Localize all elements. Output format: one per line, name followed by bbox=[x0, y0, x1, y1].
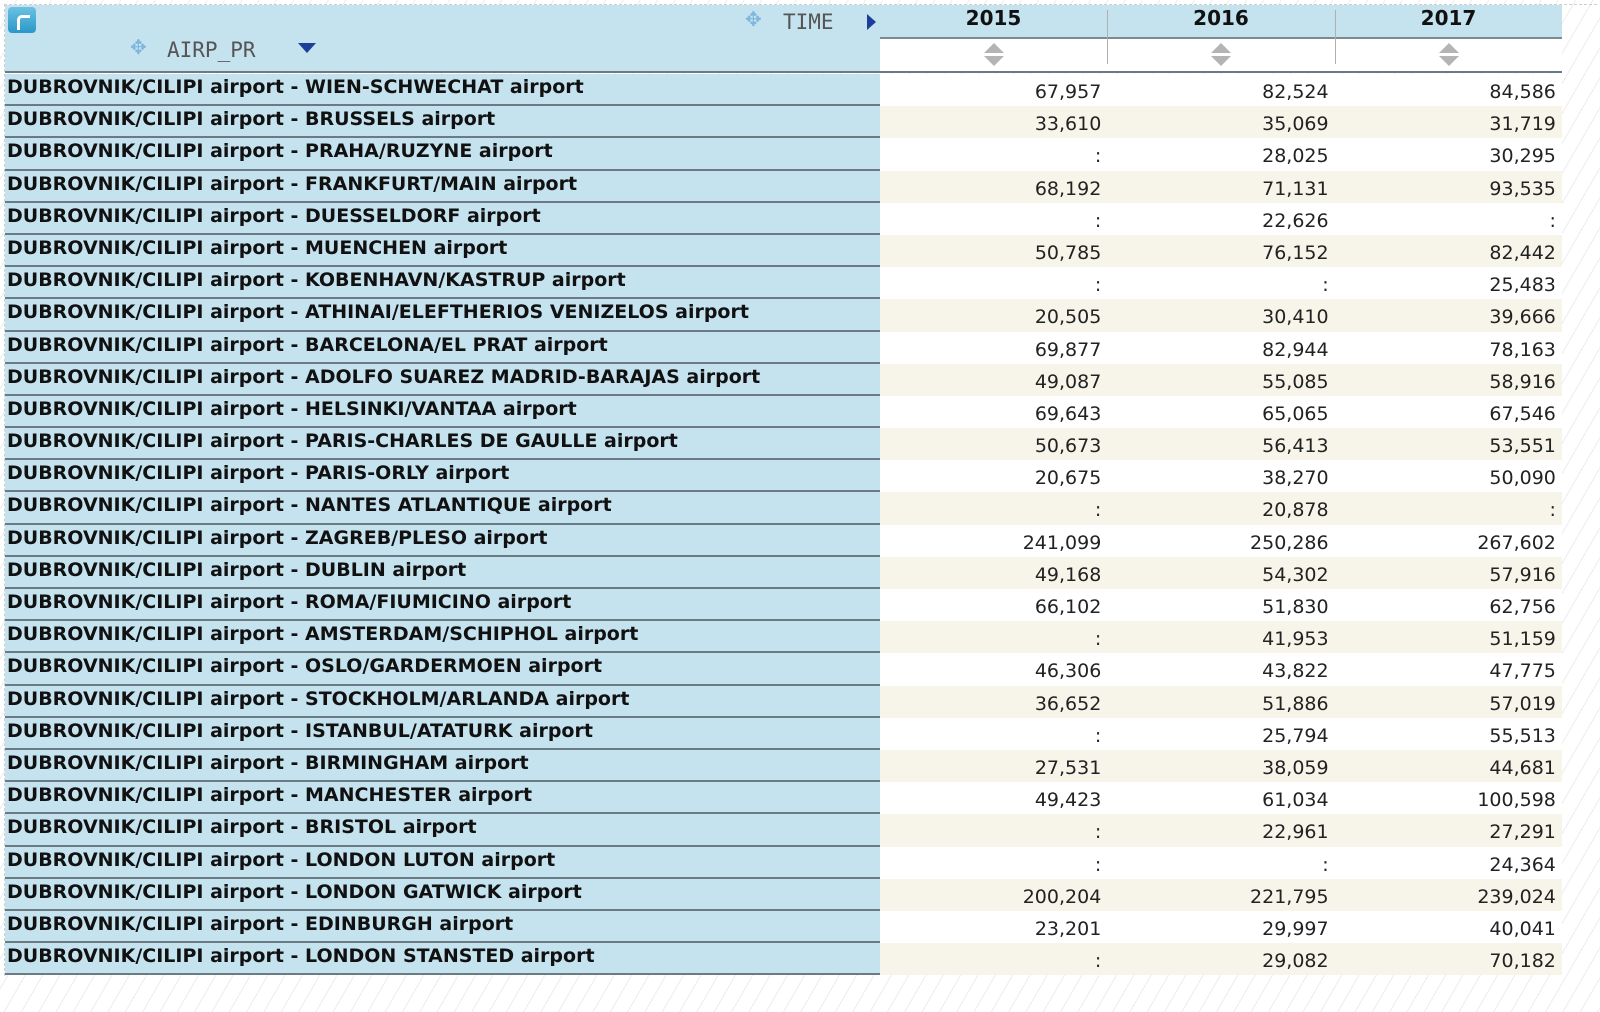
row-label[interactable]: DUBROVNIK/CILIPI airport - DUESSELDORF airport bbox=[5, 203, 880, 235]
value-cell-2015: : bbox=[880, 138, 1107, 170]
value-cell-2016: 25,794 bbox=[1107, 718, 1334, 750]
row-dimension-label[interactable]: AIRP_PR bbox=[167, 38, 256, 62]
value-cell-2015: 200,204 bbox=[880, 879, 1107, 911]
row-label[interactable]: DUBROVNIK/CILIPI airport - KOBENHAVN/KASTRUP airport bbox=[5, 267, 880, 299]
column-separator bbox=[1107, 10, 1108, 64]
table-row bbox=[5, 525, 1562, 557]
table-row bbox=[5, 364, 1562, 396]
value-cell-2015: 46,306 bbox=[880, 653, 1107, 685]
value-cell-2017: 78,163 bbox=[1335, 332, 1562, 364]
value-cell-2016: 43,822 bbox=[1107, 653, 1334, 685]
value-cell-2015: 50,785 bbox=[880, 235, 1107, 267]
value-cell-2015: : bbox=[880, 621, 1107, 653]
row-label[interactable]: DUBROVNIK/CILIPI airport - AMSTERDAM/SCHIPHOL airport bbox=[5, 621, 880, 653]
value-cell-2016: 71,131 bbox=[1107, 171, 1334, 203]
value-cell-2017: 51,159 bbox=[1335, 621, 1562, 653]
table-row bbox=[5, 428, 1562, 460]
row-label[interactable]: DUBROVNIK/CILIPI airport - ISTANBUL/ATATURK airport bbox=[5, 718, 880, 750]
value-cell-2016: 76,152 bbox=[1107, 235, 1334, 267]
value-cell-2015: 49,087 bbox=[880, 364, 1107, 396]
value-cell-2016: 221,795 bbox=[1107, 879, 1334, 911]
value-cell-2016: 82,524 bbox=[1107, 74, 1334, 106]
row-label[interactable]: DUBROVNIK/CILIPI airport - ATHINAI/ELEFTHERIOS VENIZELOS airport bbox=[5, 299, 880, 331]
table-row bbox=[5, 782, 1562, 814]
value-cell-2017: 31,719 bbox=[1335, 106, 1562, 138]
value-cell-2016: 35,069 bbox=[1107, 106, 1334, 138]
value-cell-2017: 27,291 bbox=[1335, 814, 1562, 846]
row-label[interactable]: DUBROVNIK/CILIPI airport - EDINBURGH airport bbox=[5, 911, 880, 943]
table-row bbox=[5, 718, 1562, 750]
chevron-right-icon[interactable] bbox=[867, 14, 876, 30]
table-row bbox=[5, 492, 1562, 524]
value-cell-2017: 24,364 bbox=[1335, 847, 1562, 879]
table-row bbox=[5, 74, 1562, 106]
value-cell-2016: 29,997 bbox=[1107, 911, 1334, 943]
row-label[interactable]: DUBROVNIK/CILIPI airport - NANTES ATLANTIQUE airport bbox=[5, 492, 880, 524]
value-cell-2017: 62,756 bbox=[1335, 589, 1562, 621]
row-label[interactable]: DUBROVNIK/CILIPI airport - BARCELONA/EL PRAT airport bbox=[5, 332, 880, 364]
table-row bbox=[5, 106, 1562, 138]
value-cell-2015: : bbox=[880, 847, 1107, 879]
value-cell-2015: 49,168 bbox=[880, 557, 1107, 589]
value-cell-2017: 267,602 bbox=[1335, 525, 1562, 557]
table-row bbox=[5, 332, 1562, 364]
value-cell-2017: 84,586 bbox=[1335, 74, 1562, 106]
row-label[interactable]: DUBROVNIK/CILIPI airport - LONDON GATWICK airport bbox=[5, 879, 880, 911]
column-separator bbox=[1335, 10, 1336, 64]
value-cell-2017: 39,666 bbox=[1335, 299, 1562, 331]
row-label[interactable]: DUBROVNIK/CILIPI airport - MUENCHEN airport bbox=[5, 235, 880, 267]
value-cell-2015: 68,192 bbox=[880, 171, 1107, 203]
year-header-2015: 2015 bbox=[880, 5, 1107, 39]
value-cell-2015: 241,099 bbox=[880, 525, 1107, 557]
value-cell-2017: : bbox=[1335, 492, 1562, 524]
value-cell-2016: : bbox=[1107, 267, 1334, 299]
value-cell-2016: 51,830 bbox=[1107, 589, 1334, 621]
value-cell-2015: 67,957 bbox=[880, 74, 1107, 106]
value-cell-2016: 54,302 bbox=[1107, 557, 1334, 589]
row-label[interactable]: DUBROVNIK/CILIPI airport - DUBLIN airport bbox=[5, 557, 880, 589]
row-label[interactable]: DUBROVNIK/CILIPI airport - STOCKHOLM/ARLANDA airport bbox=[5, 686, 880, 718]
table-row bbox=[5, 267, 1562, 299]
value-cell-2015: 27,531 bbox=[880, 750, 1107, 782]
table-body bbox=[5, 74, 1562, 975]
row-label[interactable]: DUBROVNIK/CILIPI airport - BRISTOL airport bbox=[5, 814, 880, 846]
table-row bbox=[5, 203, 1562, 235]
row-label[interactable]: DUBROVNIK/CILIPI airport - PARIS-CHARLES DE GAULLE airport bbox=[5, 428, 880, 460]
table-row bbox=[5, 750, 1562, 782]
value-cell-2016: 20,878 bbox=[1107, 492, 1334, 524]
value-cell-2015: 33,610 bbox=[880, 106, 1107, 138]
year-header-2017: 2017 bbox=[1335, 5, 1562, 39]
table-row bbox=[5, 847, 1562, 879]
row-label[interactable]: DUBROVNIK/CILIPI airport - ROMA/FIUMICINO airport bbox=[5, 589, 880, 621]
table-row bbox=[5, 943, 1562, 975]
value-cell-2015: 69,877 bbox=[880, 332, 1107, 364]
row-label[interactable]: DUBROVNIK/CILIPI airport - LONDON LUTON airport bbox=[5, 847, 880, 879]
table-row bbox=[5, 621, 1562, 653]
value-cell-2015: 50,673 bbox=[880, 428, 1107, 460]
value-cell-2017: 82,442 bbox=[1335, 235, 1562, 267]
sort-cell-2016 bbox=[1107, 39, 1335, 73]
table-row bbox=[5, 171, 1562, 203]
row-label[interactable]: DUBROVNIK/CILIPI airport - WIEN-SCHWECHAT airport bbox=[5, 74, 880, 106]
row-label[interactable]: DUBROVNIK/CILIPI airport - ADOLFO SUAREZ MADRID-BARAJAS airport bbox=[5, 364, 880, 396]
table-row bbox=[5, 814, 1562, 846]
value-cell-2017: 25,483 bbox=[1335, 267, 1562, 299]
table-row bbox=[5, 396, 1562, 428]
value-cell-2017: 57,916 bbox=[1335, 557, 1562, 589]
value-cell-2015: 69,643 bbox=[880, 396, 1107, 428]
row-label[interactable]: DUBROVNIK/CILIPI airport - HELSINKI/VANTAA airport bbox=[5, 396, 880, 428]
col-dimension-label[interactable]: TIME bbox=[783, 10, 834, 34]
value-cell-2017: 47,775 bbox=[1335, 653, 1562, 685]
value-cell-2017: 100,598 bbox=[1335, 782, 1562, 814]
value-cell-2017: 67,546 bbox=[1335, 396, 1562, 428]
value-cell-2017: 58,916 bbox=[1335, 364, 1562, 396]
value-cell-2015: 23,201 bbox=[880, 911, 1107, 943]
table-row bbox=[5, 299, 1562, 331]
table-row bbox=[5, 589, 1562, 621]
move-icon[interactable]: ✥ bbox=[130, 35, 147, 59]
row-label[interactable]: DUBROVNIK/CILIPI airport - OSLO/GARDERMOEN airport bbox=[5, 653, 880, 685]
value-cell-2015: 20,505 bbox=[880, 299, 1107, 331]
value-cell-2016: 22,626 bbox=[1107, 203, 1334, 235]
value-cell-2016: 82,944 bbox=[1107, 332, 1334, 364]
value-cell-2016: 41,953 bbox=[1107, 621, 1334, 653]
table-row bbox=[5, 653, 1562, 685]
table-row bbox=[5, 911, 1562, 943]
value-cell-2015: 49,423 bbox=[880, 782, 1107, 814]
value-cell-2016: 61,034 bbox=[1107, 782, 1334, 814]
sort-cell-2015 bbox=[880, 39, 1107, 73]
value-cell-2016: 38,059 bbox=[1107, 750, 1334, 782]
table-row bbox=[5, 460, 1562, 492]
value-cell-2017: 30,295 bbox=[1335, 138, 1562, 170]
value-cell-2016: 22,961 bbox=[1107, 814, 1334, 846]
value-cell-2017: 55,513 bbox=[1335, 718, 1562, 750]
value-cell-2016: 65,065 bbox=[1107, 396, 1334, 428]
sort-icon[interactable] bbox=[1211, 43, 1231, 67]
row-label[interactable]: DUBROVNIK/CILIPI airport - ZAGREB/PLESO airport bbox=[5, 525, 880, 557]
value-cell-2015: : bbox=[880, 492, 1107, 524]
table-row bbox=[5, 686, 1562, 718]
value-cell-2015: 66,102 bbox=[880, 589, 1107, 621]
value-cell-2015: : bbox=[880, 943, 1107, 975]
value-cell-2015: 20,675 bbox=[880, 460, 1107, 492]
value-cell-2017: 93,535 bbox=[1335, 171, 1562, 203]
value-cell-2016: : bbox=[1107, 847, 1334, 879]
sort-cell-2017 bbox=[1335, 39, 1562, 73]
value-cell-2016: 51,886 bbox=[1107, 686, 1334, 718]
value-cell-2017: 70,182 bbox=[1335, 943, 1562, 975]
value-cell-2017: 40,041 bbox=[1335, 911, 1562, 943]
value-cell-2015: : bbox=[880, 814, 1107, 846]
row-label[interactable]: DUBROVNIK/CILIPI airport - PRAHA/RUZYNE airport bbox=[5, 138, 880, 170]
value-cell-2017: 50,090 bbox=[1335, 460, 1562, 492]
app-logo-icon[interactable] bbox=[8, 7, 36, 33]
row-label[interactable]: DUBROVNIK/CILIPI airport - BRUSSELS airport bbox=[5, 106, 880, 138]
value-cell-2015: : bbox=[880, 267, 1107, 299]
value-cell-2016: 28,025 bbox=[1107, 138, 1334, 170]
row-label[interactable]: DUBROVNIK/CILIPI airport - BIRMINGHAM airport bbox=[5, 750, 880, 782]
value-cell-2016: 56,413 bbox=[1107, 428, 1334, 460]
value-cell-2017: : bbox=[1335, 203, 1562, 235]
sort-icon[interactable] bbox=[984, 43, 1004, 67]
table-row bbox=[5, 235, 1562, 267]
value-cell-2016: 38,270 bbox=[1107, 460, 1334, 492]
table-row bbox=[5, 557, 1562, 589]
value-cell-2015: : bbox=[880, 203, 1107, 235]
table-row bbox=[5, 138, 1562, 170]
value-cell-2017: 53,551 bbox=[1335, 428, 1562, 460]
value-cell-2016: 29,082 bbox=[1107, 943, 1334, 975]
value-cell-2017: 57,019 bbox=[1335, 686, 1562, 718]
table-row bbox=[5, 879, 1562, 911]
row-label[interactable]: DUBROVNIK/CILIPI airport - LONDON STANSTED airport bbox=[5, 943, 880, 975]
sort-icon[interactable] bbox=[1439, 43, 1459, 67]
value-cell-2016: 55,085 bbox=[1107, 364, 1334, 396]
value-cell-2017: 239,024 bbox=[1335, 879, 1562, 911]
chevron-down-icon[interactable] bbox=[298, 43, 316, 53]
move-icon[interactable]: ✥ bbox=[745, 7, 762, 31]
value-cell-2017: 44,681 bbox=[1335, 750, 1562, 782]
row-label[interactable]: DUBROVNIK/CILIPI airport - MANCHESTER airport bbox=[5, 782, 880, 814]
row-label[interactable]: DUBROVNIK/CILIPI airport - PARIS-ORLY airport bbox=[5, 460, 880, 492]
row-label[interactable]: DUBROVNIK/CILIPI airport - FRANKFURT/MAIN airport bbox=[5, 171, 880, 203]
value-cell-2016: 30,410 bbox=[1107, 299, 1334, 331]
value-cell-2015: : bbox=[880, 718, 1107, 750]
value-cell-2016: 250,286 bbox=[1107, 525, 1334, 557]
year-header-2016: 2016 bbox=[1107, 5, 1335, 39]
table-corner-header bbox=[5, 5, 880, 73]
value-cell-2015: 36,652 bbox=[880, 686, 1107, 718]
